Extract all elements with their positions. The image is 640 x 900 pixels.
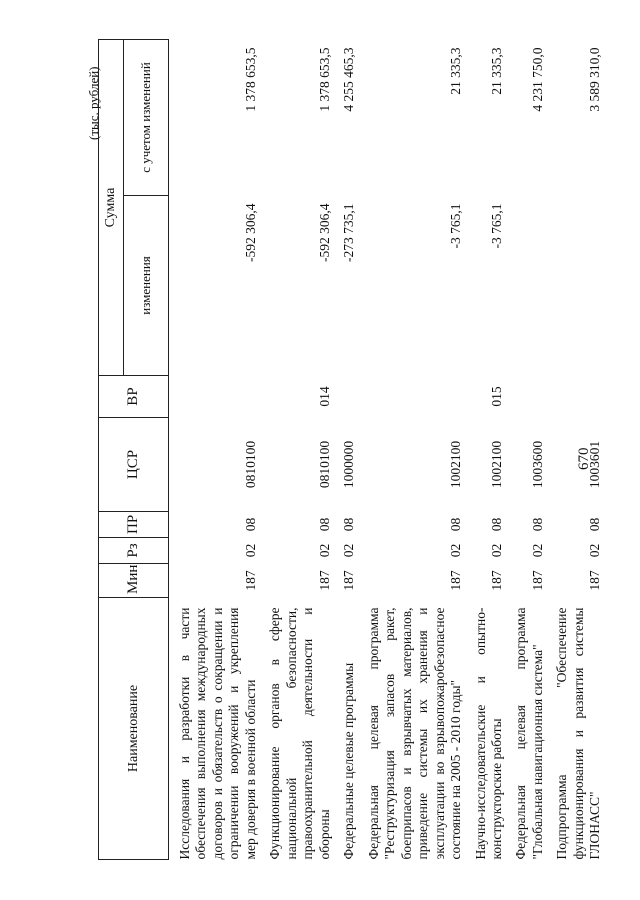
row-change: -592 306,4 (242, 203, 258, 262)
row-pr: 08 (488, 517, 504, 532)
header-min: Мин (99, 564, 169, 598)
table-row (360, 40, 467, 860)
row-name: Федеральные целевые программы (341, 662, 357, 860)
row-rz: 02 (242, 543, 258, 558)
row-change: -3 765,1 (448, 203, 464, 249)
row-pr: 08 (529, 517, 545, 532)
page-number: 670 (576, 447, 592, 470)
row-vr (360, 376, 467, 418)
row-rz: 02 (341, 543, 357, 558)
row-pr: 08 (448, 517, 464, 532)
table-row (261, 40, 335, 860)
table-row (335, 40, 359, 860)
table-row (169, 40, 262, 860)
header-sum: Сумма (99, 40, 124, 376)
header-rz: Рз (99, 538, 169, 564)
row-min: 187 (529, 570, 545, 591)
row-vr (507, 376, 548, 418)
row-name: Функционирование органов в сфере национальной безопасности, правоохранительной деятельности и обороны (267, 607, 332, 860)
row-name: Федеральная целевая программа "Глобальная навигационная система" (513, 607, 545, 860)
header-change: изменения (124, 196, 169, 376)
row-change: -3 765,1 (488, 203, 504, 249)
row-with-changes: 1 378 653,5 (242, 47, 258, 112)
row-change: -273 735,1 (341, 203, 357, 262)
row-csr: 1000000 (341, 440, 357, 489)
header-pr: ПР (99, 512, 169, 538)
row-csr: 1003600 (529, 440, 545, 489)
row-pr: 08 (316, 517, 332, 532)
row-vr: 014 (316, 386, 332, 407)
row-min: 187 (242, 570, 258, 591)
header-with-changes: с учетом изменений (124, 40, 169, 196)
row-with-changes: 4 255 465,3 (341, 47, 357, 112)
row-with-changes: 1 378 653,5 (316, 47, 332, 112)
row-vr (335, 376, 359, 418)
row-with-changes: 21 335,3 (488, 47, 504, 95)
row-change (507, 196, 548, 376)
row-vr (548, 376, 605, 418)
row-with-changes: 3 589 310,0 (587, 47, 603, 112)
table-row (467, 40, 508, 860)
row-name: Научно-исследовательские и опытно-конструкторские работы (472, 607, 504, 860)
row-vr: 015 (488, 386, 504, 407)
row-csr: 1003601 (587, 440, 603, 489)
row-with-changes: 21 335,3 (448, 47, 464, 95)
row-name: Подпрограмма "Обеспечение функционирования и развития системы ГЛОНАСС" (554, 607, 603, 860)
row-name: Исследования и разработки в части обеспечения выполнения международных договоров и обязательств о сокращении и ограничении вооружений и укрепления мер доверия в военной области (177, 607, 258, 860)
table-row (507, 40, 548, 860)
row-csr: 0810100 (316, 440, 332, 489)
row-with-changes: 4 231 750,0 (529, 47, 545, 112)
row-rz: 02 (529, 543, 545, 558)
header-csr: ЦСР (99, 418, 169, 512)
row-pr: 08 (587, 517, 603, 532)
row-pr: 08 (242, 517, 258, 532)
row-csr: 1002100 (448, 440, 464, 489)
row-rz: 02 (448, 543, 464, 558)
row-rz: 02 (587, 543, 603, 558)
row-min: 187 (448, 570, 464, 591)
row-name: Федеральная целевая программа "Реструктуризация запасов ракет, боеприпасов и взрывчатых материалов, приведение системы их хранения и эксплуатации во взрывопожаробезопасное состояние на 2005 - 2010 годы" (365, 607, 464, 860)
row-vr (169, 376, 262, 418)
row-rz: 02 (316, 543, 332, 558)
row-rz: 02 (488, 543, 504, 558)
header-vr: ВР (99, 376, 169, 418)
row-min: 187 (587, 570, 603, 591)
row-pr: 08 (341, 517, 357, 532)
header-name: Наименование (99, 598, 169, 860)
units-note: (тыс. рублей) (86, 66, 101, 140)
row-min: 187 (316, 570, 332, 591)
budget-table (98, 39, 606, 860)
row-csr: 1002100 (488, 440, 504, 489)
row-csr: 0810100 (242, 440, 258, 489)
row-min: 187 (341, 570, 357, 591)
row-min: 187 (488, 570, 504, 591)
row-change: -592 306,4 (316, 203, 332, 262)
row-change (548, 196, 605, 376)
